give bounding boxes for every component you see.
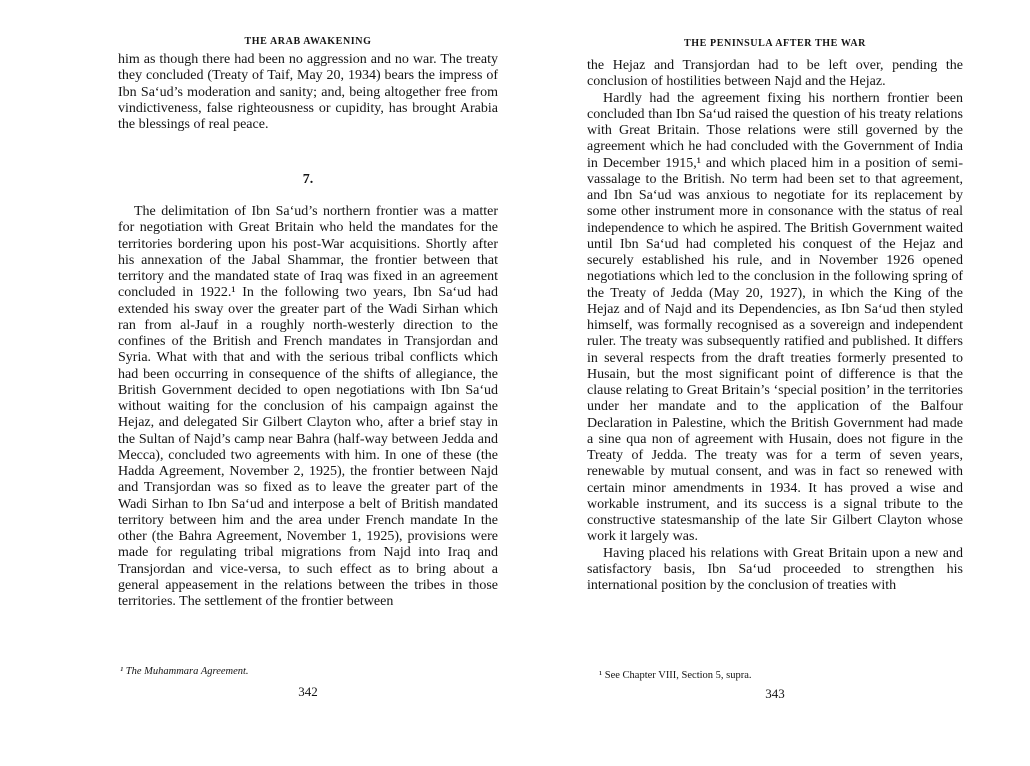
- footnote: ¹ The Muhammara Agreement.: [120, 666, 249, 677]
- section-number: 7.: [302, 172, 314, 187]
- body-text-top: [118, 52, 498, 133]
- body-text-main: [118, 204, 498, 610]
- paragraph: Having placed his relations with Great Britain upon a new and satisfactory basis, Ibn Sa‘ud proceeded to strengthen his international position by the conclusion of treaties with: [587, 545, 963, 593]
- page-number: 343: [765, 686, 785, 701]
- running-head: THE ARAB AWAKENING: [244, 36, 372, 47]
- paragraph: The delimitation of Ibn Sa‘ud’s northern frontier was a matter for negotiation with Great Britain who held the mandates for the territories bordering upon his post-War acquisitions. Shortly after his annexation of the Jabal Shammar, the frontier between that territory and the mandated state of Iraq was fixed in an agreement concluded in 1922.¹ In the following two years, Ibn Sa‘ud had extended his sway over the greater part of the Wadi Sirhan which ran from al-Jauf in a roughly north-westerly direction to the confines of the British and French mandates in Transjordan and Syria. What with that and with the serious tribal conflicts which had been occurring in consequence of the shifts of allegiance, the British Government decided to open negotiations with Ibn Sa‘ud without waiting for the conclusion of his campaign against the Hejaz, and delegated Sir Gilbert Clayton who, after a brief stay in the Sultan of Najd’s camp near Bahra (half-way between Jedda and Mecca), concluded two agreements with him. In one of these (the Hadda Agreement, November 2, 1925), the frontier between Najd and Transjordan was so fixed as to leave the greater part of the Wadi Sirhan to Ibn Sa‘ud and interpose a belt of British mandated territory between him and the area under French mandate In the other (the Bahra Agreement, November 1, 1925), provisions were made for regulating tribal migrations from Najd into Iraq and Transjordan and vice-versa, to such effect as to bring about a general appeasement in the relations between the tribes in those territories. The settlement of the frontier between: [118, 204, 498, 609]
- paragraph: the Hejaz and Transjordan had to be left over, pending the conclusion of hostilities between Najd and the Hejaz.: [587, 58, 963, 90]
- paragraph: Hardly had the agreement fixing his northern frontier been concluded than Ibn Sa‘ud raised the question of his treaty relations with Great Britain. Those relations were still governed by the agreement which he had concluded with the Government of India in December 1915,¹ and which placed him in a position of semi-vassalage to the British. No term had been set to that agreement, and Ibn Sa‘ud was anxious to negotiate for its replacement by some other instrument more in consonance with the status of real independence to which he aspired. The British Government waited until Ibn Sa‘ud had completed his conquest of the Hejaz and securely established his rule, and in November 1926 opened negotiations which led to the conclusion in the following spring of the Treaty of Jedda (May 20, 1927), in which the King of the Hejaz and of Najd and its Dependencies, as Ibn Sa‘ud then styled himself, was formally recognised as a sovereign and independent ruler. The treaty was subsequently ratified and published. It differs in several respects from the draft treaties formerly presented to Husain, but the most significant point of difference is that the clause relating to Great Britain’s ‘special position’ in the territories under her mandate and to the application of the Balfour Declaration in Palestine, which the British Government had made a sine qua non of agreement with Husain, does not figure in the Treaty of Jedda. The treaty was for a term of seven years, renewable by mutual consent, and was in fact so renewed with certain minor amendments in 1934. It has proved a wise and workable instrument, and its success is a signal tribute to the constructive statesmanship of the late Sir Gilbert Clayton whose work it largely was.: [587, 90, 963, 545]
- footnote: ¹ See Chapter VIII, Section 5, supra.: [599, 670, 752, 681]
- page-number: 342: [298, 684, 318, 699]
- paragraph: him as though there had been no aggression and no war. The treaty they concluded (Treaty of Taif, May 20, 1934) bears the impress of Ibn Sa‘ud’s moderation and sanity; and, being altogether free from vindictiveness, false righteousness or cupidity, has brought Arabia the blessings of real peace.: [118, 52, 498, 132]
- body-text: [587, 58, 963, 594]
- running-head: THE PENINSULA AFTER THE WAR: [684, 38, 866, 49]
